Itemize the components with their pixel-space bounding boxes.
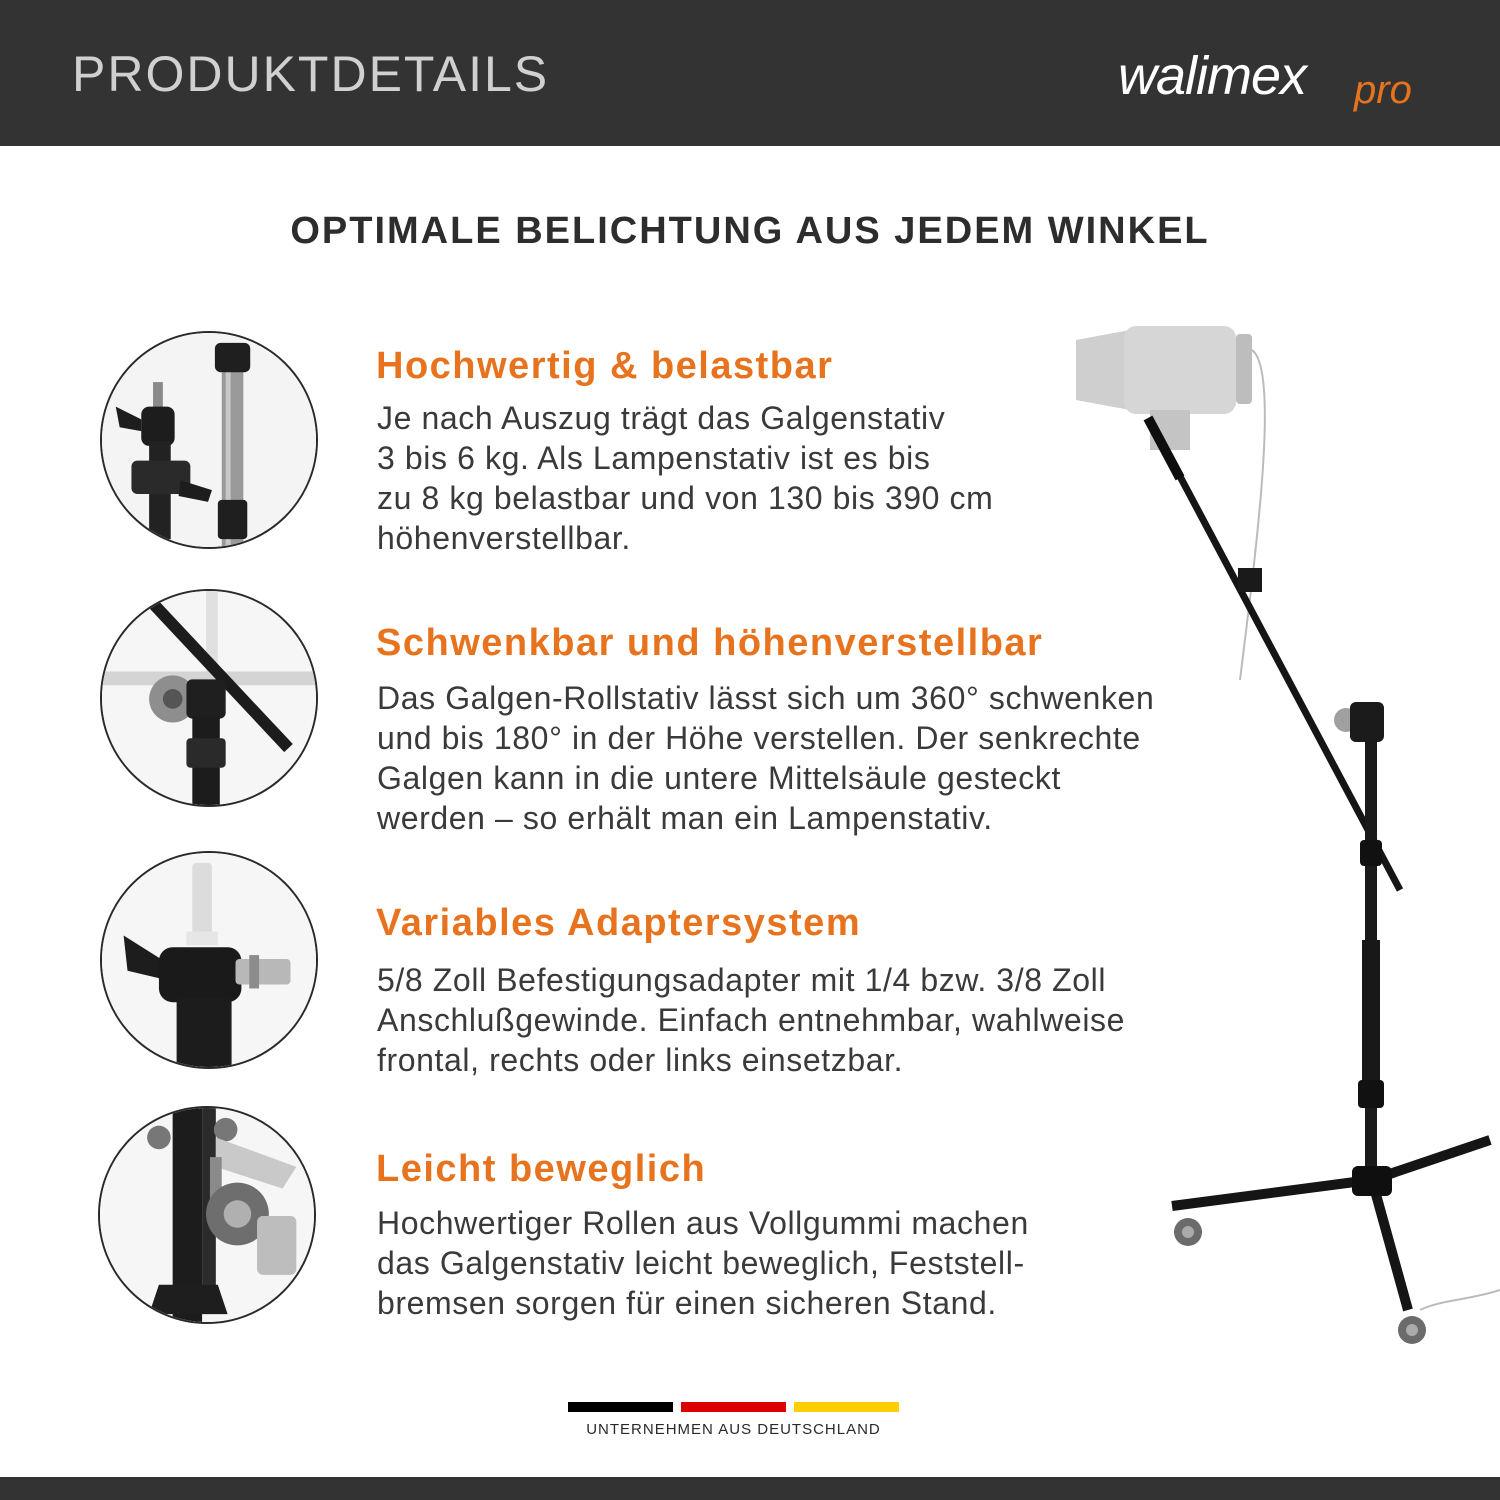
feature-description-2: [377, 678, 1154, 838]
product-image-boom-stand: [1060, 300, 1500, 1360]
main-headline: OPTIMALE BELICHTUNG AUS JEDEM WINKEL: [290, 210, 1210, 252]
brand-logo-wordmark: walimex: [1118, 46, 1307, 106]
feature-description-4: [377, 1203, 1029, 1323]
feature-title-4: Leicht beweglich: [376, 1148, 707, 1190]
brand-logo: [1118, 40, 1438, 110]
feature-image-swivel-joint: [100, 589, 318, 807]
feature-description-line: und bis 180° in der Höhe verstellen. Der senkrechte: [377, 720, 1141, 756]
german-flag-bar: [568, 1402, 899, 1412]
flag-stripe-red: [681, 1402, 786, 1412]
flag-stripe-black: [568, 1402, 673, 1412]
feature-title-2: Schwenkbar und höhenverstellbar: [376, 622, 1044, 664]
feature-description-line: Galgen kann in die untere Mittelsäule gesteckt: [377, 760, 1061, 796]
feature-description-line: werden – so erhält man ein Lampenstativ.: [377, 800, 993, 836]
feature-title-3: Variables Adaptersystem: [376, 902, 862, 944]
feature-description-line: Anschlußgewinde. Einfach entnehmbar, wahlweise: [377, 1002, 1126, 1038]
feature-description-line: zu 8 kg belastbar und von 130 bis 390 cm: [377, 480, 994, 516]
feature-description-line: bremsen sorgen für einen sicheren Stand.: [377, 1285, 997, 1321]
feature-description-line: 3 bis 6 kg. Als Lampenstativ ist es bis: [377, 440, 931, 476]
feature-description-line: höhenverstellbar.: [377, 520, 631, 556]
header-bar: [0, 0, 1500, 146]
feature-title-1: Hochwertig & belastbar: [376, 345, 834, 387]
feature-description-line: Je nach Auszug trägt das Galgenstativ: [377, 400, 946, 436]
feature-description-3: [377, 960, 1125, 1080]
feature-image-stand-head: [100, 331, 318, 549]
feature-image-wheels: [98, 1106, 316, 1324]
feature-description-line: frontal, rechts oder links einsetzbar.: [377, 1042, 904, 1078]
feature-description-line: das Galgenstativ leicht beweglich, Feststell-: [377, 1245, 1025, 1281]
feature-description-line: Das Galgen-Rollstativ lässt sich um 360° schwenken: [377, 680, 1155, 716]
footer-bar: [0, 1477, 1500, 1500]
feature-description-line: Hochwertiger Rollen aus Vollgummi machen: [377, 1205, 1029, 1241]
feature-description-line: 5/8 Zoll Befestigungsadapter mit 1/4 bzw. 3/8 Zoll: [377, 962, 1107, 998]
flag-stripe-gold: [794, 1402, 899, 1412]
page-title: PRODUKTDETAILS: [72, 46, 550, 102]
feature-image-adapter: [100, 851, 318, 1069]
company-origin-claim: UNTERNEHMEN AUS DEUTSCHLAND: [586, 1421, 881, 1438]
feature-description-1: [377, 398, 993, 558]
brand-logo-suffix: pro: [1354, 68, 1412, 112]
